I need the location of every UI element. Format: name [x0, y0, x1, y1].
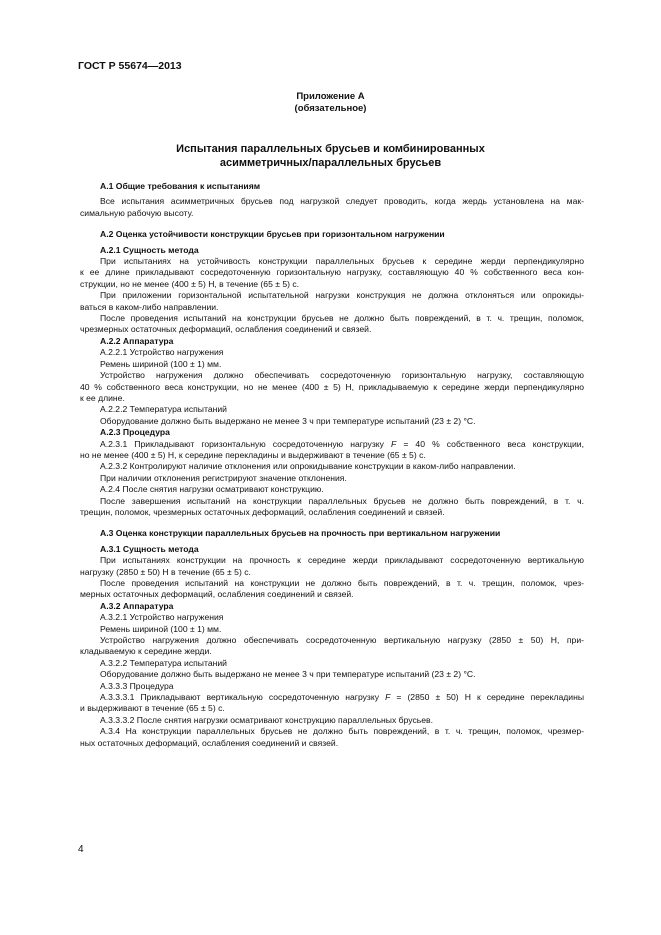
- paragraph-line: нагрузку (2850 ± 50) Н в течение (65 ± 5) с.: [80, 566, 251, 577]
- clause-title: А.3.3.3 Процедура: [100, 680, 174, 691]
- paragraph-line: При наличии отклонения регистрируют значение отклонения.: [100, 472, 347, 483]
- subsection-heading-a32: А.3.2 Аппаратура: [100, 600, 174, 611]
- paragraph-line: После проведения испытаний на конструкции брусьев не должно быть повреждений, в т. ч. трещин, поломок,: [100, 313, 584, 324]
- paragraph-line: [80, 692, 584, 703]
- paragraph-line: симальную рабочую высоту.: [80, 207, 194, 218]
- clause-title: А.3.2.1 Устройство нагружения: [100, 612, 224, 623]
- section-heading-a2: А.2 Оценка устойчивости конструкции брусьев при горизонтальном нагружении: [100, 229, 445, 240]
- document-title-line-2: асимметричных/параллельных брусьев: [219, 157, 442, 169]
- paragraph-line: Оборудование должно быть выдержано не менее 3 ч при температуре испытаний (23 ± 2) °С.: [100, 415, 476, 426]
- paragraph-line: Все испытания асимметричных брусьев под нагрузкой следует проводить, когда жердь установлена на мак-: [100, 196, 584, 207]
- paragraph-line: А.3.3.3.2 После снятия нагрузки осматривают конструкцию параллельных брусьев.: [100, 714, 433, 725]
- paragraph-line: Устройство нагружения должно обеспечивать сосредоточенную вертикальную нагрузку (2850 ± 50) Н, при-: [100, 635, 584, 646]
- paragraph-line: к ее длине прикладывают сосредоточенную горизонтальную нагрузку, составляющую 40 % собственного веса кон-: [80, 267, 584, 278]
- paragraph-line: трещин, поломок, чрезмерных остаточных деформаций, ослабления соединений и связей.: [80, 506, 445, 517]
- paragraph-line: А.2.4 После снятия нагрузки осматривают конструкцию.: [100, 484, 324, 495]
- paragraph-line: 40 % собственного веса конструкции, но не менее (400 ± 5) Н, прикладываемую к середине жерди перпендикулярно: [80, 381, 584, 392]
- formula-variable: F: [391, 438, 397, 449]
- standard-designation: ГОСТ Р 55674—2013: [78, 60, 182, 72]
- paragraph-line: струкции, но не менее (400 ± 5) Н, в течение (65 ± 5) с.: [80, 278, 300, 289]
- text-fragment: А.3.3.3.1 Прикладывают вертикальную сосредоточенную нагрузку: [100, 692, 386, 703]
- paragraph-line: После завершения испытаний на конструкции параллельных брусьев не должно быть повреждений, в т. ч.: [100, 495, 584, 506]
- formula-variable: F: [385, 692, 391, 703]
- subsection-heading-a31: А.3.1 Сущность метода: [100, 543, 199, 554]
- text-fragment: А.2.3.1 Прикладывают горизонтальную сосредоточенную нагрузку: [100, 438, 392, 449]
- paragraph-line: и выдерживают в течение (65 ± 5) с.: [80, 703, 225, 714]
- paragraph-line: При испытаниях на устойчивость конструкции параллельных брусьев к середине жерди перпендикулярно: [100, 256, 584, 267]
- paragraph-line: чрезмерных остаточных деформаций, ослабления соединений и связей.: [80, 324, 372, 335]
- text-fragment: = (2850 ± 50) Н к середине перекладины: [390, 692, 584, 703]
- paragraph-line: к ее длине.: [80, 392, 125, 403]
- document-body: [80, 181, 584, 749]
- clause-title: А.2.2.2 Температура испытаний: [100, 404, 227, 415]
- paragraph-line: Ремень шириной (100 ± 1) мм.: [100, 623, 222, 634]
- subsection-heading-a21: А.2.1 Сущность метода: [100, 244, 199, 255]
- section-heading-a3: А.3 Оценка конструкции параллельных брусьев на прочность при вертикальном нагружении: [100, 528, 501, 539]
- subsection-heading-a22: А.2.2 Аппаратура: [100, 335, 174, 346]
- paragraph-line: мерных остаточных деформаций, ослабления соединений и связей.: [80, 589, 354, 600]
- paragraph-line: Оборудование должно быть выдержано не менее 3 ч при температуре испытаний (23 ± 2) °С.: [100, 669, 476, 680]
- paragraph-line: Устройство нагружения должно обеспечивать сосредоточенную горизонтальную нагрузку, составляющую: [100, 370, 584, 381]
- paragraph-line: При испытаниях конструкции на прочность к середине жерди прикладывают сосредоточенную вертикальную: [100, 555, 584, 566]
- paragraph-line: А.2.3.2 Контролируют наличие отклонения или опрокидывание конструкции в каком-либо направлении.: [100, 461, 516, 472]
- paragraph-line: ваться в каком-либо направлении.: [80, 301, 219, 312]
- paragraph-line: кладываемую к середине жерди.: [80, 646, 212, 657]
- annex-status: (обязательное): [294, 103, 367, 114]
- clause-title: А.3.2.2 Температура испытаний: [100, 657, 227, 668]
- subsection-heading-a23: А.2.3 Процедура: [100, 427, 170, 438]
- paragraph-line: А.3.4 На конструкции параллельных брусьев не должно быть повреждений, в т. ч. трещин, поломок, чрезмер-: [100, 726, 584, 737]
- paragraph-line: но не менее (400 ± 5) Н, к середине перекладины и выдерживают в течение (65 ± 5) с.: [80, 449, 426, 460]
- page-number: 4: [78, 844, 84, 855]
- paragraph-line: После проведения испытаний на конструкции не должно быть повреждений, в т. ч. трещин, поломок, чрез-: [100, 578, 584, 588]
- document-title-line-1: Испытания параллельных брусьев и комбинированных: [176, 143, 485, 155]
- clause-title: А.2.2.1 Устройство нагружения: [100, 347, 224, 358]
- paragraph-line: [80, 439, 584, 450]
- annex-title: Приложение А: [296, 91, 365, 102]
- text-fragment: = 40 % собственного веса конструкции,: [396, 438, 584, 449]
- section-heading-a1: А.1 Общие требования к испытаниям: [100, 181, 261, 191]
- paragraph-line: При приложении горизонтальной испытательной нагрузки конструкция не должна отклоняться или опрокиды-: [100, 290, 584, 301]
- paragraph-line: Ремень шириной (100 ± 1) мм.: [100, 358, 222, 369]
- paragraph-line: ных остаточных деформаций, ослабления соединений и связей.: [80, 737, 339, 748]
